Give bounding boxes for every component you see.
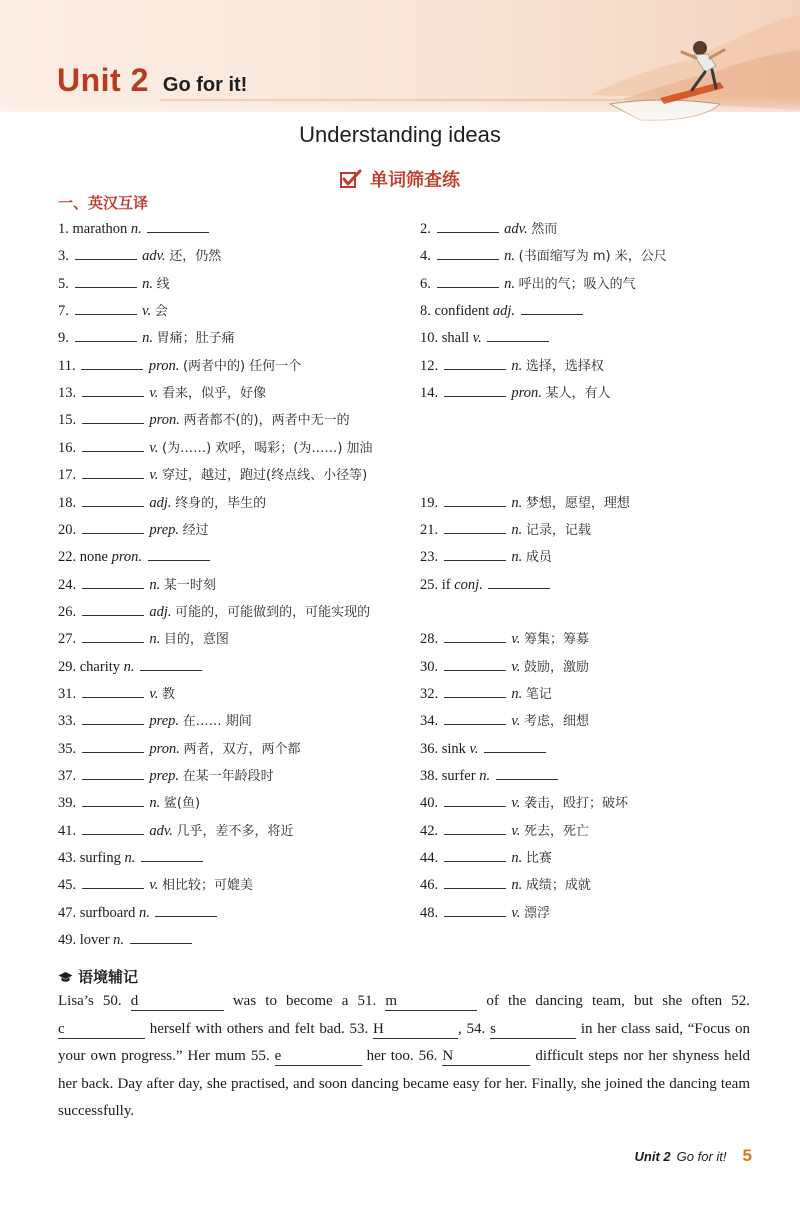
item-number: 10. (420, 330, 439, 347)
answer-blank[interactable] (82, 739, 144, 753)
item-part-of-speech: adv. (149, 822, 173, 839)
answer-blank[interactable] (444, 684, 506, 698)
item-number: 34. (420, 713, 439, 730)
page-number: 5 (742, 1146, 752, 1165)
vocab-item (58, 493, 266, 513)
item-number: 14. (420, 385, 439, 402)
item-number: 30. (420, 658, 439, 675)
item-part-of-speech: conj. (454, 576, 483, 593)
item-number: 31. (58, 685, 77, 702)
answer-blank[interactable] (444, 821, 506, 835)
item-part-of-speech: n. (138, 904, 150, 921)
vocab-item (58, 301, 168, 321)
item-meaning: 还，仍然 (169, 249, 222, 265)
item-part-of-speech: n. (149, 795, 161, 812)
item-number: 48. (420, 904, 439, 921)
vocab-item (58, 438, 373, 458)
vocab-item (420, 684, 552, 704)
item-word: surfing (79, 850, 121, 867)
item-part-of-speech: n. (149, 576, 161, 593)
item-number: 2. (420, 221, 431, 237)
answer-blank[interactable] (75, 246, 137, 260)
vocab-item (420, 383, 611, 403)
vocab-item (58, 274, 170, 294)
paragraph-text: difficult steps nor her shyness held her back. Day after day, she practised, and soon dancing became easy for her. Finally, she joined the dancing team successfully. (58, 1048, 750, 1119)
answer-blank[interactable] (444, 848, 506, 862)
vocab-item (420, 328, 551, 347)
item-word: lover (79, 932, 110, 949)
vocab-item (420, 219, 557, 239)
item-part-of-speech: v. (149, 467, 159, 484)
answer-blank[interactable] (444, 629, 506, 643)
item-number: 8. (420, 303, 431, 320)
item-part-of-speech: adv. (142, 248, 166, 265)
item-number: 21. (420, 521, 439, 538)
vocab-item (58, 575, 216, 595)
vocab-item (420, 274, 636, 294)
answer-blank[interactable] (487, 328, 549, 342)
sub-heading-text: 单词筛查练 (370, 170, 460, 191)
answer-blank[interactable] (444, 356, 506, 370)
item-meaning: 死去，死亡 (524, 823, 590, 839)
item-part-of-speech: v. (142, 303, 152, 320)
answer-blank[interactable] (82, 575, 144, 589)
footer-unit: Unit 2 (634, 1149, 671, 1164)
answer-blank[interactable] (488, 575, 550, 589)
graduation-cap-icon (58, 971, 73, 983)
item-number: 15. (58, 412, 77, 429)
item-number: 20. (58, 521, 77, 538)
fill-in-blank[interactable]: N (442, 1047, 530, 1066)
item-number: 33. (58, 713, 77, 730)
item-part-of-speech: prep. (149, 521, 180, 538)
item-meaning: (书面缩写为 m) 米，公尺 (518, 249, 667, 265)
vocab-item (58, 766, 274, 786)
vocab-item (420, 848, 552, 868)
vocab-item (58, 520, 209, 540)
item-word: surfer (441, 768, 476, 784)
item-part-of-speech: v. (511, 795, 521, 812)
vocab-item (58, 684, 175, 704)
item-part-of-speech: v. (149, 385, 159, 402)
vocab-item (420, 766, 560, 785)
item-part-of-speech: v. (511, 904, 521, 921)
answer-blank[interactable] (140, 657, 202, 671)
item-word: charity (79, 658, 121, 675)
item-part-of-speech: n. (504, 275, 515, 292)
item-meaning: 某一时刻 (163, 577, 216, 593)
item-meaning: 两者，双方，两个都 (183, 741, 301, 757)
answer-blank[interactable] (444, 547, 506, 561)
vocab-item (58, 875, 253, 895)
item-meaning: 某人，有人 (545, 386, 611, 402)
vocab-item (420, 711, 589, 731)
paragraph-text: her too. 56. (361, 1048, 443, 1064)
unit-subtitle: Go for it! (162, 74, 248, 96)
item-part-of-speech: v. (149, 877, 159, 894)
vocab-item (58, 821, 294, 841)
answer-blank[interactable] (521, 301, 583, 315)
vocab-item (420, 875, 591, 895)
fill-in-blank[interactable]: e (275, 1047, 362, 1066)
answer-blank[interactable] (444, 793, 506, 807)
item-meaning: 袭击，殴打；破坏 (524, 796, 629, 812)
fill-in-blank[interactable]: c (58, 1020, 145, 1039)
checkbox-icon (340, 169, 362, 189)
item-word: none (79, 549, 108, 566)
answer-blank[interactable] (82, 602, 144, 616)
vocab-item (58, 739, 301, 759)
item-part-of-speech: v. (511, 631, 521, 648)
item-meaning: 胃痛；肚子痛 (156, 331, 235, 347)
item-meaning: 几乎，差不多，将近 (176, 823, 294, 839)
answer-blank[interactable] (81, 356, 143, 370)
item-part-of-speech: n. (511, 685, 523, 702)
item-meaning: 选择，选择权 (525, 358, 604, 374)
item-part-of-speech: n. (511, 850, 523, 867)
vocab-item (420, 301, 585, 320)
answer-blank[interactable] (444, 657, 506, 671)
item-number: 28. (420, 631, 439, 648)
item-meaning: 终身的，毕生的 (175, 495, 267, 511)
item-meaning: 呼出的气；吸入的气 (518, 276, 636, 292)
fill-in-blank[interactable]: H (373, 1020, 458, 1039)
item-meaning: 教 (162, 686, 176, 702)
vocab-item (420, 356, 604, 376)
item-number: 45. (58, 877, 77, 894)
item-word: surfboard (79, 904, 136, 921)
item-number: 29. (58, 658, 77, 675)
item-part-of-speech: n. (511, 494, 523, 511)
paragraph-text: , 54. (458, 1020, 491, 1037)
unit-label: Unit 2 (57, 62, 149, 98)
context-heading-text: 语境辅记 (78, 968, 139, 986)
answer-blank[interactable] (82, 793, 144, 807)
item-meaning: 笔记 (525, 686, 552, 702)
vocab-item (58, 383, 266, 403)
item-word: shall (441, 330, 470, 347)
item-meaning: 相比较；可媲美 (162, 878, 254, 894)
answer-blank[interactable] (82, 711, 144, 725)
item-meaning: 可能的，可能做到的，可能实现的 (175, 604, 371, 620)
vocab-item (420, 821, 589, 841)
item-number: 11. (58, 357, 76, 374)
item-word: if (441, 576, 451, 593)
item-part-of-speech: n. (130, 221, 142, 237)
item-number: 22. (58, 549, 77, 566)
vocab-item (58, 657, 204, 676)
item-meaning: 目的，意图 (163, 632, 229, 648)
item-number: 1. (58, 221, 69, 237)
vocab-item (58, 547, 212, 566)
item-number: 32. (420, 685, 439, 702)
item-part-of-speech: pron. (111, 549, 143, 566)
item-meaning: 在…… 期间 (182, 714, 252, 730)
answer-blank[interactable] (82, 465, 144, 479)
item-number: 36. (420, 740, 439, 757)
item-word: marathon (72, 221, 128, 237)
item-part-of-speech: v. (149, 685, 159, 702)
footer-subtitle: Go for it! (676, 1149, 727, 1164)
vocab-item (58, 356, 301, 376)
paragraph-text: of the dancing team, but she often 52. (477, 993, 750, 1009)
item-number: 26. (58, 603, 77, 620)
item-meaning: 漂浮 (524, 905, 551, 921)
fill-in-blank[interactable]: s (490, 1020, 576, 1039)
item-meaning: (为……) 欢呼，喝彩；(为……) 加油 (162, 440, 373, 456)
vocab-item (420, 246, 667, 266)
vocab-item (58, 465, 367, 485)
item-meaning: 梦想，愿望，理想 (525, 495, 630, 511)
item-part-of-speech: n. (511, 877, 523, 894)
item-number: 40. (420, 795, 439, 812)
vocab-item (58, 903, 219, 922)
vocab-item (420, 629, 589, 649)
section-title: Understanding ideas (299, 122, 501, 147)
vocab-item (58, 410, 350, 430)
item-part-of-speech: v. (511, 658, 521, 675)
answer-blank[interactable] (75, 328, 137, 342)
item-meaning: 鼓励，激励 (524, 659, 590, 675)
item-part-of-speech: n. (124, 850, 136, 867)
item-meaning: 两者都不(的)，两者中无一的 (183, 413, 350, 429)
answer-blank[interactable] (444, 903, 506, 917)
item-number: 4. (420, 248, 431, 265)
item-meaning: 线 (156, 276, 170, 292)
context-paragraph (58, 988, 750, 1126)
answer-blank[interactable] (82, 821, 144, 835)
item-part-of-speech: v. (511, 713, 521, 730)
vocab-item (420, 493, 630, 513)
item-number: 23. (420, 549, 439, 566)
item-part-of-speech: n. (142, 275, 153, 292)
item-number: 44. (420, 850, 439, 867)
unit-title (57, 62, 247, 99)
item-part-of-speech: adj. (492, 303, 516, 320)
item-part-of-speech: n. (113, 932, 125, 949)
vocab-item (58, 629, 229, 649)
item-number: 7. (58, 303, 69, 320)
answer-blank[interactable] (75, 301, 137, 315)
answer-blank[interactable] (75, 274, 137, 288)
answer-blank[interactable] (82, 493, 144, 507)
item-word: confident (434, 303, 490, 320)
vocab-item (58, 793, 200, 813)
item-number: 46. (420, 877, 439, 894)
paragraph-text: herself with others and felt bad. 53. (145, 1020, 374, 1037)
item-part-of-speech: adj. (149, 494, 172, 511)
part-title: 一、英汉互译 (58, 194, 149, 212)
answer-blank[interactable] (82, 629, 144, 643)
item-meaning: 然而 (531, 222, 558, 237)
answer-blank[interactable] (484, 739, 546, 753)
item-meaning: 记录，记载 (525, 522, 591, 538)
paragraph-text: Lisa’s 50. (58, 993, 131, 1009)
answer-blank[interactable] (444, 383, 506, 397)
answer-blank[interactable] (82, 383, 144, 397)
item-number: 35. (58, 740, 77, 757)
vocab-item (58, 219, 211, 238)
item-number: 49. (58, 932, 77, 949)
vocab-item (420, 520, 591, 540)
item-number: 24. (58, 576, 77, 593)
fill-in-blank[interactable]: d (131, 992, 224, 1011)
item-meaning: 看来，似乎，好像 (162, 386, 267, 402)
item-meaning: 成绩；成就 (525, 878, 591, 894)
answer-blank[interactable] (437, 219, 499, 233)
item-part-of-speech: v. (472, 330, 482, 347)
vocab-item (58, 711, 252, 731)
vocab-item (58, 848, 205, 867)
answer-blank[interactable] (444, 493, 506, 507)
item-number: 27. (58, 631, 77, 648)
item-part-of-speech: n. (504, 248, 515, 265)
answer-blank[interactable] (147, 219, 209, 233)
item-part-of-speech: pron. (511, 385, 542, 402)
item-number: 12. (420, 357, 439, 374)
item-part-of-speech: n. (511, 521, 523, 538)
item-part-of-speech: n. (479, 768, 491, 784)
item-meaning: 比赛 (525, 851, 552, 867)
paragraph-text: in her class said, “Focus on your own progress.” Her mum 55. (58, 1020, 751, 1064)
vocab-item (420, 903, 550, 923)
answer-blank[interactable] (82, 520, 144, 534)
paragraph-text: was to become a 51. (223, 993, 386, 1009)
item-number: 18. (58, 494, 77, 511)
answer-blank[interactable] (444, 711, 506, 725)
answer-blank[interactable] (437, 274, 499, 288)
item-number: 9. (58, 330, 69, 347)
item-number: 3. (58, 248, 69, 265)
item-meaning: 经过 (182, 522, 209, 538)
vocab-item (420, 575, 552, 594)
item-number: 42. (420, 822, 439, 839)
answer-blank[interactable] (82, 438, 144, 452)
item-part-of-speech: prep. (149, 768, 180, 784)
context-heading (58, 966, 138, 987)
answer-blank[interactable] (444, 520, 506, 534)
item-part-of-speech: n. (123, 658, 135, 675)
answer-blank[interactable] (496, 766, 558, 780)
item-word: sink (441, 740, 466, 757)
item-part-of-speech: pron. (148, 357, 180, 374)
item-meaning: (两者中的) 任何一个 (182, 358, 302, 374)
item-meaning: 成员 (525, 550, 552, 566)
fill-in-blank[interactable]: m (385, 992, 477, 1011)
vocab-item (58, 930, 194, 949)
item-meaning: 在某一年龄段时 (182, 769, 274, 784)
answer-blank[interactable] (82, 766, 144, 780)
item-number: 37. (58, 768, 77, 784)
vocab-item (420, 547, 552, 567)
answer-blank[interactable] (141, 848, 203, 862)
item-part-of-speech: v. (149, 439, 159, 456)
item-number: 16. (58, 439, 77, 456)
answer-blank[interactable] (130, 930, 192, 944)
answer-blank[interactable] (444, 875, 506, 889)
item-part-of-speech: prep. (149, 713, 180, 730)
answer-blank[interactable] (155, 903, 217, 917)
vocab-item (420, 657, 589, 677)
item-number: 5. (58, 275, 69, 292)
item-part-of-speech: v. (469, 740, 479, 757)
item-number: 25. (420, 576, 439, 593)
item-number: 17. (58, 467, 77, 484)
answer-blank[interactable] (82, 875, 144, 889)
item-part-of-speech: pron. (149, 740, 180, 757)
item-number: 41. (58, 822, 77, 839)
vocab-item (58, 602, 370, 622)
item-part-of-speech: n. (511, 357, 523, 374)
sub-heading (0, 166, 800, 192)
item-part-of-speech: adj. (149, 603, 172, 620)
item-part-of-speech: n. (149, 631, 161, 648)
vocab-item (58, 328, 235, 348)
item-number: 13. (58, 385, 77, 402)
page-footer (635, 1146, 752, 1166)
answer-blank[interactable] (437, 246, 499, 260)
item-number: 39. (58, 795, 77, 812)
item-number: 43. (58, 850, 77, 867)
item-number: 19. (420, 494, 439, 511)
item-part-of-speech: n. (142, 330, 153, 347)
answer-blank[interactable] (82, 410, 144, 424)
item-part-of-speech: pron. (149, 412, 180, 429)
item-number: 6. (420, 275, 431, 292)
item-number: 47. (58, 904, 77, 921)
item-part-of-speech: adv. (504, 221, 528, 237)
answer-blank[interactable] (148, 547, 210, 561)
item-meaning: 会 (154, 304, 168, 320)
item-meaning: 考虑，细想 (524, 714, 590, 730)
item-meaning: 鲨(鱼) (163, 796, 201, 812)
answer-blank[interactable] (82, 684, 144, 698)
vocab-item (420, 739, 548, 758)
item-meaning: 筹集；筹募 (524, 632, 590, 648)
vocab-item (58, 246, 221, 266)
item-part-of-speech: n. (511, 549, 523, 566)
item-number: 38. (420, 768, 439, 784)
item-part-of-speech: v. (511, 822, 521, 839)
item-meaning: 穿过，越过，跑过(终点线、小径等) (162, 468, 368, 484)
vocab-item (420, 793, 628, 813)
